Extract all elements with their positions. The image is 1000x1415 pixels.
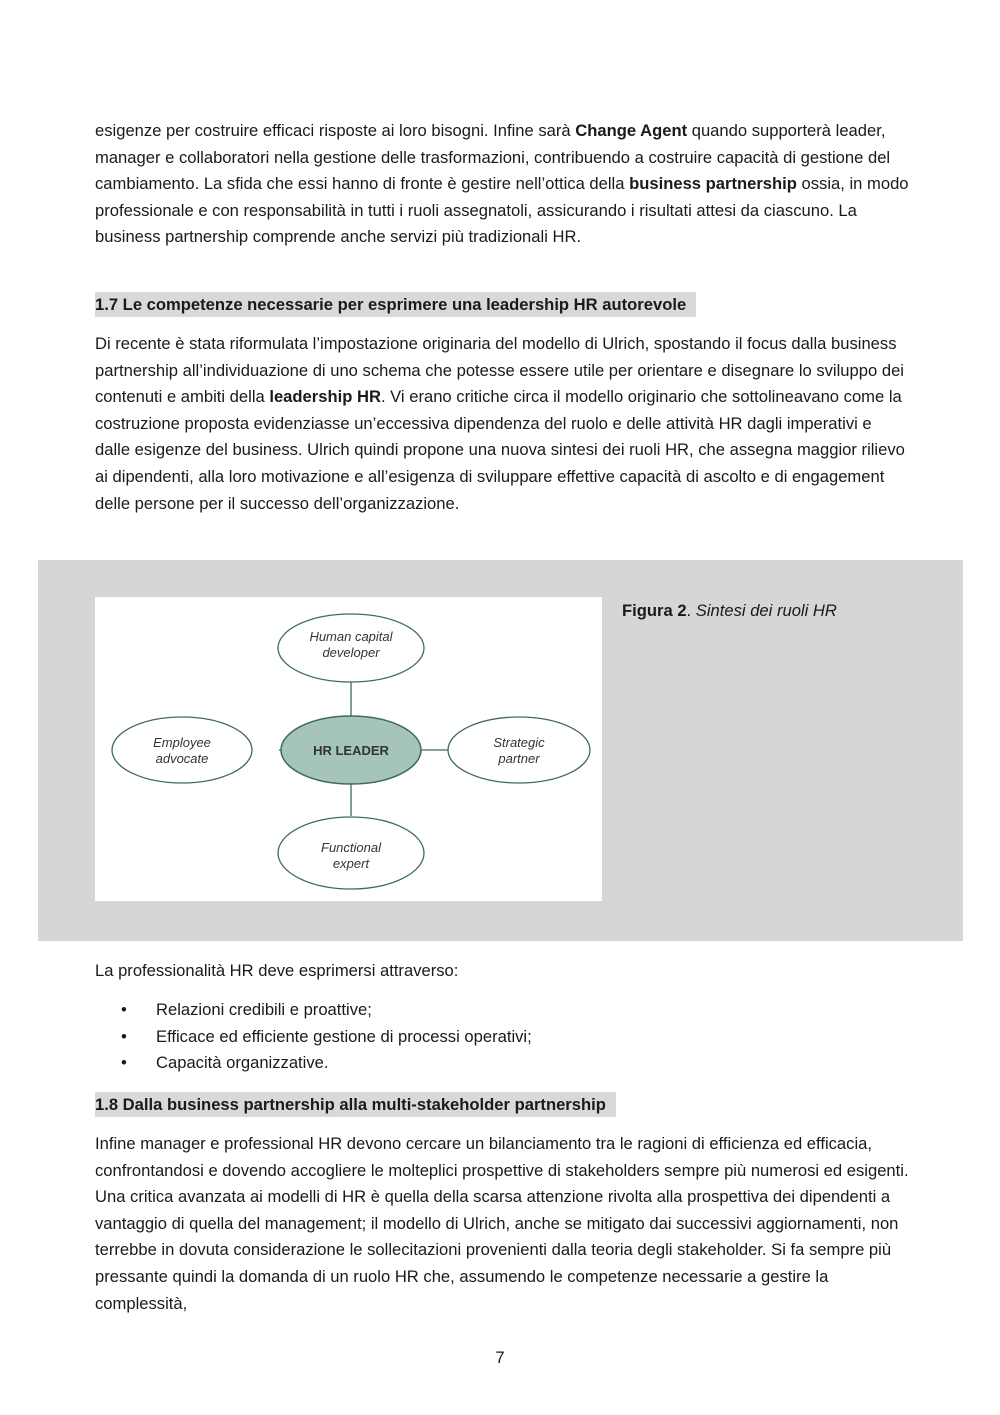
bullet-icon: • <box>121 1053 127 1072</box>
para1-text-1: esigenze per costruire efficaci risposte ai loro bisogni. Infine sarà <box>95 121 576 140</box>
figure-caption <box>622 598 837 624</box>
node-right-label-2: partner <box>498 751 540 766</box>
figure-diagram <box>95 597 602 901</box>
node-right-label-1: Strategic <box>493 735 545 750</box>
figure-caption-title: Sintesi dei ruoli HR <box>695 601 837 620</box>
figure-caption-label: Figura 2 <box>622 601 687 620</box>
paragraph-stakeholder: Infine manager e professional HR devono cercare un bilanciamento tra le ragioni di efficienza ed efficacia, confrontandosi e dovendo accogliere le molteplici prospettive di stakeholders sempre più numerosi ed esigenti. Una critica avanzata ai modelli di HR è quella della scarsa attenzione rivolta alla prospettiva dei dipendenti a vantaggio di quella del management; il modello di Ulrich, anche se mitigato dai successivi aggiornamenti, non terrebbe in dovuta considerazione le sollecitazioni provenienti dalla teoria degli stakeholder. Si fa sempre più pressante quindi la domanda di un ruolo HR che, assumendo le competenze necessarie a gestire la complessità, <box>95 1134 909 1313</box>
node-top-label-2: developer <box>322 645 380 660</box>
node-bottom-label-1: Functional <box>321 840 381 855</box>
para1-bold-business-partnership: business partnership <box>629 174 797 194</box>
section-heading-1-7: 1.7 Le competenze necessarie per esprimere una leadership HR autorevole <box>95 292 696 317</box>
list-item: • Efficace ed efficiente gestione di processi operativi; <box>95 1024 910 1051</box>
node-right <box>448 717 590 783</box>
paragraph-change-agent <box>95 118 910 251</box>
figure-caption-separator: . <box>686 601 696 620</box>
para1-text-2: quando supporterà leader, manager e collaboratori nella gestione delle trasformazioni, contribuendo a costruire capacità di gestione del cambiamento. La sfida che essi hanno di fronte è gestire nell’ottica della <box>95 121 891 194</box>
hr-roles-diagram <box>95 597 602 901</box>
bullet-list <box>95 997 910 1077</box>
para1-text-3: ossia, in modo professionale e con responsabilità in tutti i ruoli assegnatoli, assicurando i risultati attesi da ciascuno. La business partnership comprende anche servizi più tradizionali HR. <box>95 174 909 247</box>
node-bottom-label-2: expert <box>332 856 370 871</box>
node-top-label-1: Human capital <box>309 629 393 644</box>
para2-text-2: . Vi erano critiche circa il modello originario che sottolineavano come la costruzione proposta evidenziasse un’eccessiva dipendenza del ruolo e delle attività HR dagli imperativi e dalle esigenze del business. Ulrich quindi propone una nuova sintesi dei ruoli HR, che assegna maggior rilievo ai dipendenti, alla loro motivazione e all’esigenza di sviluppare effettive capacità di ascolto e di engagement delle persone per il successo dell’organizzazione. <box>95 387 905 513</box>
bullet-icon: • <box>121 1026 127 1046</box>
node-left-label-2: advocate <box>155 751 209 766</box>
list-intro: La professionalità HR deve esprimersi attraverso: <box>95 961 459 980</box>
para2-bold-leadership-hr: leadership HR <box>269 387 381 407</box>
para1-bold-change-agent: Change Agent <box>575 121 688 140</box>
node-left <box>112 717 252 783</box>
section-heading-1-8: 1.8 Dalla business partnership alla multi-stakeholder partnership <box>95 1092 616 1117</box>
node-center-label: HR LEADER <box>313 743 389 758</box>
paragraph-ulrich-model <box>95 331 910 517</box>
list-item: • Relazioni credibili e proattive; <box>95 997 910 1024</box>
page-number: 7 <box>495 1348 505 1367</box>
list-item: • Capacità organizzative. <box>95 1050 910 1077</box>
bullet-icon: • <box>121 1000 127 1019</box>
para2-text-1: Di recente è stata riformulata l’impostazione originaria del modello di Ulrich, spostando il focus dalla business partnership all’individuazione di uno schema che potesse essere utile per orientare e disegnare lo sviluppo dei contenuti e ambiti della <box>95 334 904 407</box>
node-left-label-1: Employee <box>153 735 211 750</box>
